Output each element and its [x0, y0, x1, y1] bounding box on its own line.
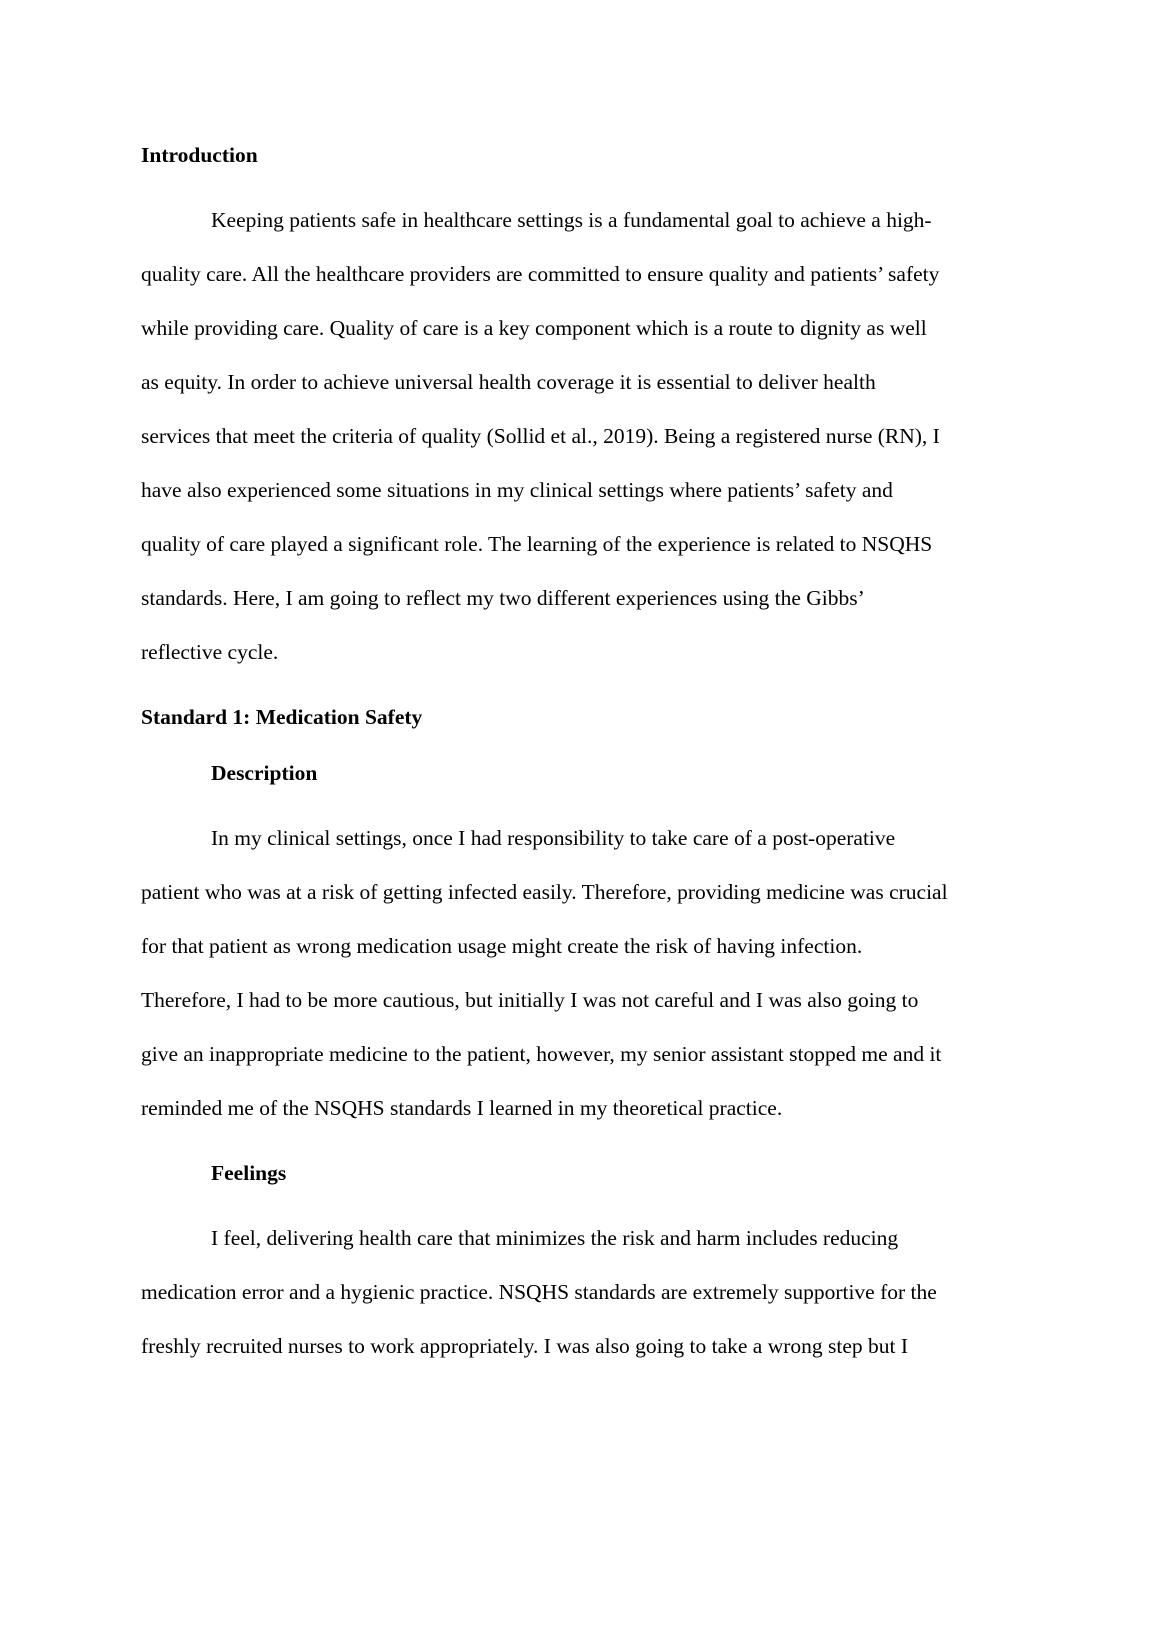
paragraph-line: Keeping patients safe in healthcare settings is a fundamental goal to achieve a high-	[211, 208, 932, 232]
description-heading: Description	[211, 761, 318, 785]
paragraph-line: services that meet the criteria of quality (Sollid et al., 2019). Being a registered nurse (RN), I	[141, 424, 940, 448]
paragraph-line: I feel, delivering health care that minimizes the risk and harm includes reducing	[211, 1226, 899, 1250]
feelings-heading: Feelings	[211, 1161, 287, 1185]
paragraph-line: give an inappropriate medicine to the patient, however, my senior assistant stopped me and it	[141, 1042, 942, 1066]
paragraph-line: quality care. All the healthcare providers are committed to ensure quality and patients’ safety	[141, 262, 940, 286]
paragraph-line: Therefore, I had to be more cautious, but initially I was not careful and I was also going to	[141, 988, 919, 1012]
paragraph-line: freshly recruited nurses to work appropriately. I was also going to take a wrong step but I	[141, 1334, 909, 1358]
paragraph-line: standards. Here, I am going to reflect my two different experiences using the Gibbs’	[141, 586, 865, 610]
introduction-heading: Introduction	[141, 143, 258, 167]
paragraph-line: for that patient as wrong medication usage might create the risk of having infection.	[141, 934, 863, 958]
paragraph-line: In my clinical settings, once I had responsibility to take care of a post-operative	[211, 826, 896, 850]
paragraph-line: reminded me of the NSQHS standards I learned in my theoretical practice.	[141, 1096, 783, 1120]
paragraph-line: as equity. In order to achieve universal health coverage it is essential to deliver health	[141, 370, 876, 394]
standard1-heading: Standard 1: Medication Safety	[141, 705, 423, 729]
description-paragraph	[141, 811, 1025, 1135]
paragraph-line: patient who was at a risk of getting infected easily. Therefore, providing medicine was crucial	[141, 880, 948, 904]
document-body	[141, 137, 1025, 1393]
feelings-paragraph	[141, 1211, 1025, 1373]
paragraph-line: quality of care played a significant role. The learning of the experience is related to NSQHS	[141, 532, 933, 556]
paragraph-line: medication error and a hygienic practice. NSQHS standards are extremely supportive for the	[141, 1280, 937, 1304]
paragraph-line: have also experienced some situations in my clinical settings where patients’ safety and	[141, 478, 893, 502]
paragraph-line: reflective cycle.	[141, 640, 279, 664]
paragraph-line: while providing care. Quality of care is a key component which is a route to dignity as well	[141, 316, 927, 340]
introduction-paragraph	[141, 193, 1025, 679]
